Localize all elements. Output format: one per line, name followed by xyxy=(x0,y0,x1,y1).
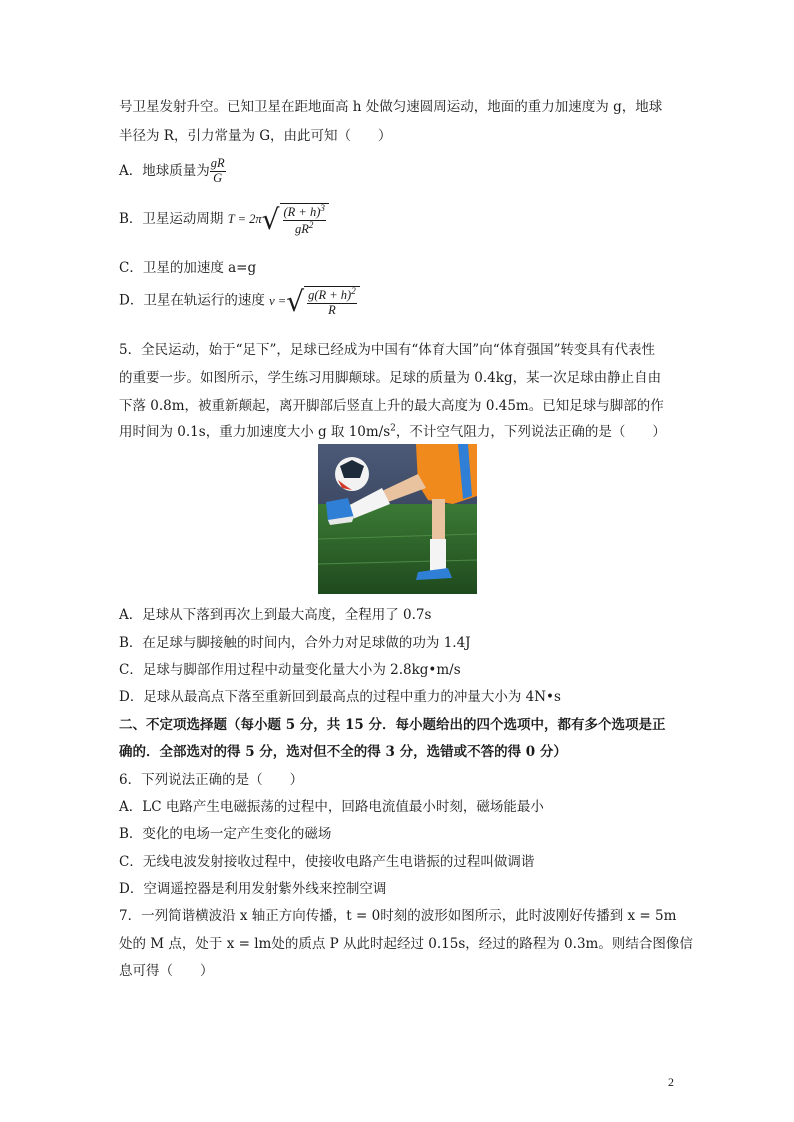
formula-earth-mass: $\frac{gR}{G}$ xyxy=(210,156,225,185)
football-photo xyxy=(318,444,477,594)
q5-text-line-3: 下落 0.8m，被重新颠起，离开脚部后竖直上升的最大高度为 0.45m。已知足球与脚部的作 xyxy=(119,398,664,414)
q5-text-line-2: 的重要一步。如图所示，学生练习用脚颠球。足球的质量为 0.4kg，某一次足球由静止自由 xyxy=(119,370,662,386)
q5-text-line-4: 用时间为 0.1s，重力加速度大小 g 取 $10m/s^2$，不计空气阻力，下列说法正确的是（ ） xyxy=(119,423,666,440)
section2-heading-line-1: 二、不定项选择题（每小题 5 分，共 15 分．每小题给出的四个选项中，都有多个选项是正 xyxy=(119,717,666,733)
formula-velocity: v =√ $\frac{g(R + h)^2}{R}$ xyxy=(269,294,360,308)
q4-option-d xyxy=(119,286,360,318)
q7-text-line-3: 息可得（ ） xyxy=(119,963,214,979)
formula-period: T = 2π√ $\frac{(R + h)^3}{gR^2}$ xyxy=(228,212,329,226)
q6-option-a: A．LC 电路产生电磁振荡的过程中，回路电流值最小时刻，磁场能最小 xyxy=(119,799,544,815)
q4-option-b xyxy=(119,203,329,237)
q5-text-line-1: 5．全民运动，始于“足下”，足球已经成为中国有“体育大国”向“体育强国”转变具有代表性 xyxy=(119,342,655,358)
q4-option-a xyxy=(119,157,226,186)
q4-text-line-1: 号卫星发射升空。已知卫星在距地面高 h 处做匀速圆周运动，地面的重力加速度为 g，地球 xyxy=(119,99,663,115)
q7-text-line-1: 7．一列简谐横波沿 x 轴正方向传播，t = 0时刻的波形如图所示，此时波刚好传播到 x = 5m xyxy=(119,908,677,924)
q4-option-b-label: B．卫星运动周期 xyxy=(119,210,224,227)
q6-option-b: B．变化的电场一定产生变化的磁场 xyxy=(119,826,332,842)
q5-option-a: A．足球从下落到再次上到最大高度，全程用了 0.7s xyxy=(119,607,432,623)
q7-text-line-2: 处的 M 点，处于 x = lm处的质点 P 从此时起经过 0.15s，经过的路程为 0.3m。则结合图像信 xyxy=(119,936,693,952)
q4-option-a-label: A．地球质量为 xyxy=(119,162,210,179)
q5-option-d: D．足球从最高点下落至重新回到最高点的过程中重力的冲量大小为 4N•s xyxy=(119,689,561,705)
q6-option-d: D．空调遥控器是利用发射紫外线来控制空调 xyxy=(119,881,387,897)
q6-text: 6．下列说法正确的是（ ） xyxy=(119,772,304,788)
q4-option-d-label: D．卫星在轨运行的速度 xyxy=(119,292,265,309)
q5-option-b: B．在足球与脚接触的时间内，合外力对足球做的功为 1.4J xyxy=(119,635,471,651)
q5-option-c: C．足球与脚部作用过程中动量变化量大小为 2.8kg•m/s xyxy=(119,662,461,678)
section2-heading-line-2: 确的．全部选对的得 5 分，选对但不全的得 3 分，选错或不答的得 0 分） xyxy=(119,744,567,760)
q6-option-c: C．无线电波发射接收过程中，使接收电路产生电谐振的过程叫做调谐 xyxy=(119,854,535,870)
q4-text-line-2: 半径为 R，引力常量为 G，由此可知（ ） xyxy=(119,128,392,144)
q4-option-c: C．卫星的加速度 a=g xyxy=(119,260,257,276)
page-number: 2 xyxy=(668,1075,674,1089)
